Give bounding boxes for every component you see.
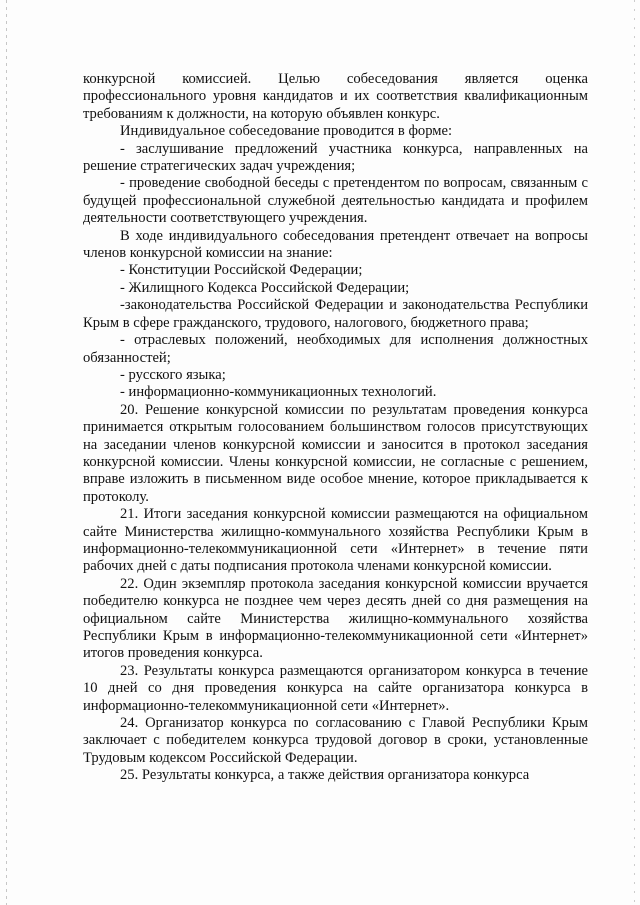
list-item-ict: - информационно-коммуникационных технологий. — [120, 384, 437, 401]
paragraph-knowledge-questions: В ходе индивидуального собеседования претендент отвечает на вопросы членов конкурсной комиссии на знание: — [83, 227, 588, 262]
list-item-russian-language: - русского языка; — [120, 366, 226, 383]
paragraph-22-protocol-delivery: 22. Один экземпляр протокола заседания конкурсной комиссии вручается победителю конкурса не позднее чем через десять дней со дня размещения на официальном сайте Министерства жилищно-коммунального хозяйства Республики Крым в информационно-телекоммуникационной сети «Интернет» итогов проведения конкурса. — [83, 575, 588, 662]
paragraph-25-results-actions: 25. Результаты конкурса, а также действия организатора конкурса — [120, 767, 530, 784]
paragraph-21-results-publication: 21. Итоги заседания конкурсной комиссии размещаются на официальном сайте Министерства жилищно-коммунального хозяйства Республики Крым в информационно-телекоммуникационной сети «Интернет» в течение пяти рабочих дней с даты подписания протокола членами конкурсной комиссии. — [83, 506, 588, 575]
list-item-legislation: -законодательства Российской Федерации и законодательства Республики Крым в сфере гражданского, трудового, налогового, бюджетного права; — [83, 297, 588, 331]
scan-edge-left — [6, 0, 7, 905]
paragraph-24-employment-contract: 24. Организатор конкурса по согласованию с Главой Республики Крым заключает с победителем конкурса трудовой договор в сроки, установленные Трудовым кодексом Российской Федерации. — [83, 715, 588, 766]
paragraph-20-decision: 20. Решение конкурсной комиссии по результатам проведения конкурса принимается открытым голосованием большинством голосов присутствующих на заседании членов конкурсной комиссии и заносится в протокол заседания конкурсной комиссии. Члены конкурсной комиссии, не согласные с решением, вправе изложить в письменном виде особое мнение, которое прикладывается к протоколу. — [83, 401, 588, 505]
paragraph-interview-purpose: конкурсной комиссией. Целью собеседования является оценка профессионального уровня кандидатов и их соответствия квалификационным требованиям к должности, на которую объявлен конкурс. — [83, 71, 588, 122]
list-item-constitution: - Конституции Российской Федерации; — [120, 262, 363, 279]
scan-edge-right — [634, 0, 635, 905]
paragraph-23-results-posting: 23. Результаты конкурса размещаются организатором конкурса в течение 10 дней со дня проведения конкурса на сайте организатора конкурса в информационно-телекоммуникационной сети «Интернет». — [83, 662, 588, 714]
document-body — [83, 71, 588, 785]
list-item-housing-code: - Жилищного Кодекса Российской Федерации; — [120, 279, 410, 296]
list-item-industry-regulations: - отраслевых положений, необходимых для исполнения должностных обязанностей; — [83, 332, 588, 366]
list-item-proposals: - заслушивание предложений участника конкурса, направленных на решение стратегических задач учреждения; — [83, 140, 588, 175]
paragraph-interview-form: Индивидуальное собеседование проводится в форме: — [120, 123, 453, 140]
list-item-free-conversation: - проведение свободной беседы с претендентом по вопросам, связанным с будущей профессиональной служебной деятельностью кандидата и профилем деятельности соответствующего учреждения. — [83, 175, 588, 227]
